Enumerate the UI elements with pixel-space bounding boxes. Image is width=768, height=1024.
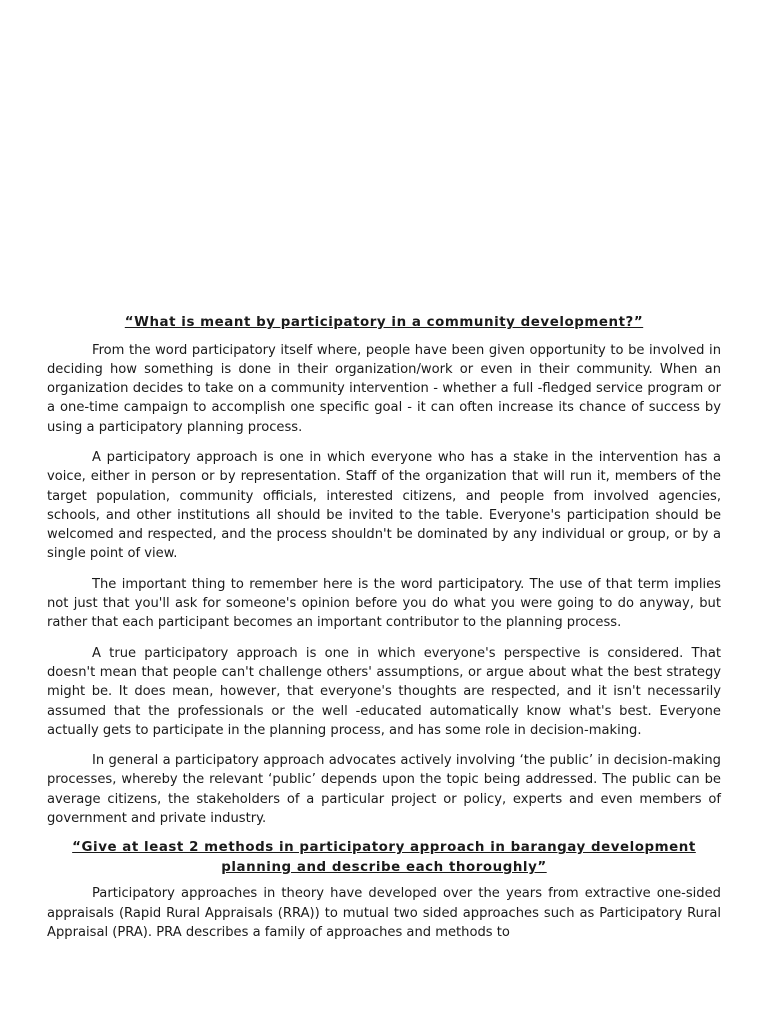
paragraph: Participatory approaches in theory have developed over the years from extractive one-sided appraisals (Rapid Rural Appraisals (RRA)) to mutual two sided approaches such as Participatory Rural Appraisal (PRA). PRA describes a family of approaches and methods to — [47, 886, 721, 940]
paragraph: A participatory approach is one in which everyone who has a stake in the intervention has a voice, either in person or by representation. Staff of the organization that will run it, members of the target population, community officials, interested citizens, and people from involved agencies, schools, and other institutions all should be invited to the table. Everyone's participation should be welcomed and respected, and the process shouldn't be dominated by any individual or group, or by a single point of view. — [47, 449, 721, 562]
paragraph: From the word participatory itself where, people have been given opportunity to be involved in deciding how something is done in their organization/work or even in their community. When an organization decides to take on a community intervention - whether a full -fledged service program or a one-time campaign to accomplish one specific goal - it can often increase its chance of success by using a participatory planning process. — [47, 342, 721, 435]
heading-participatory-meaning: “What is meant by participatory in a community development?” — [124, 315, 644, 330]
paragraph: In general a participatory approach advocates actively involving ‘the public’ in decision-making processes, whereby the relevant ‘public’ depends upon the topic being addressed. The public can be average citizens, the stakeholders of a particular project or policy, experts and even members of government and private industry. — [47, 753, 721, 827]
paragraph: The important thing to remember here is the word participatory. The use of that term implies not just that you'll ask for someone's opinion before you do what you were going to do anyway, but rather that each participant becomes an important contributor to the planning process. — [47, 576, 721, 631]
document-page — [47, 313, 721, 942]
paragraph: A true participatory approach is one in which everyone's perspective is considered. That doesn't mean that people can't challenge others' assumptions, or argue about what the best strategy might be. It does mean, however, that everyone's thoughts are respected, and it isn't necessarily assumed that the professionals or the well -educated automatically know what's best. Everyone actually gets to participate in the planning process, and has some role in decision-making. — [47, 645, 721, 738]
heading-participatory-methods: “Give at least 2 methods in participatory approach in barangay development planning and describe each thoroughly” — [72, 840, 696, 875]
